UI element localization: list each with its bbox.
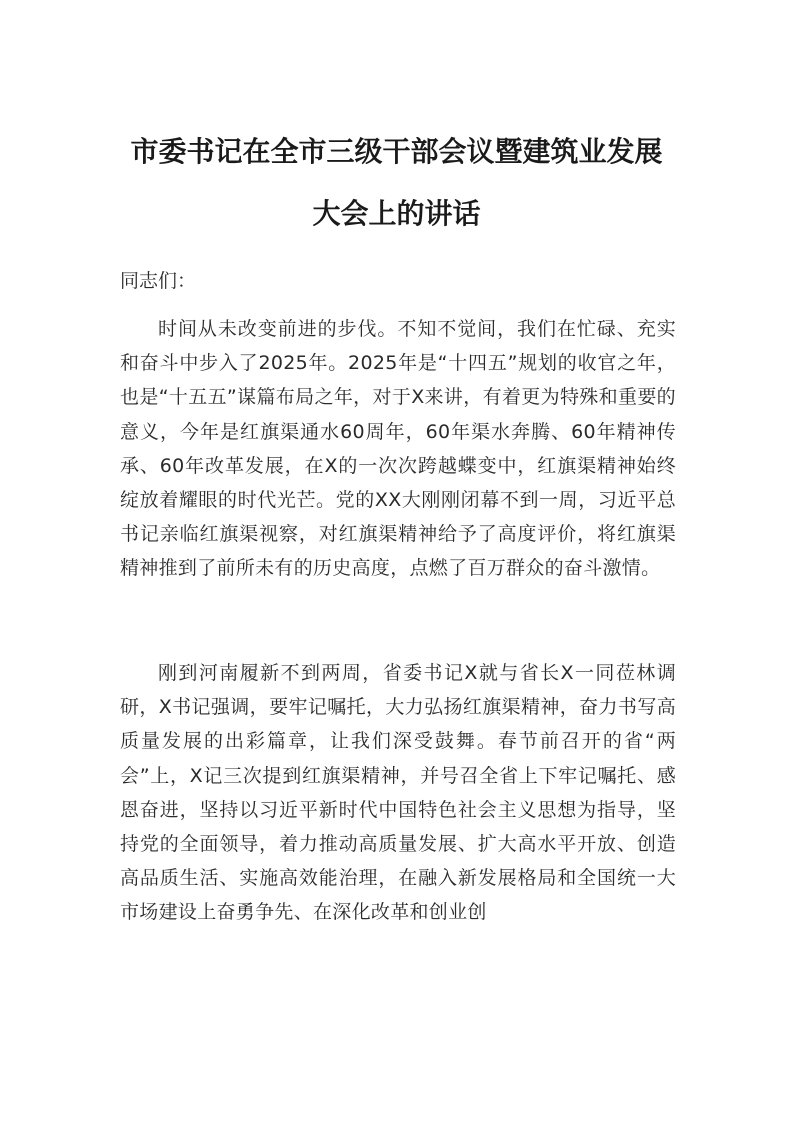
salutation: 同志们： [120, 270, 197, 292]
paragraph-text: 时间从未改变前进的步伐。不知不觉间，我们在忙碌、充实和奋斗中步入了2025年。2025年是“十四五”规划的收官之年，也是“十五五”谋篇布局之年，对于X来讲，有着更为特殊和重要的意义，今年是红旗渠通水60周年，60年渠水奔腾、60年精神传承、60年改革发展，在X的一次次跨越蝶变中，红旗渠精神始终绽放着耀眼的时代光芒。党的XX大刚刚闭幕不到一周，习近平总书记亲临红旗渠视察，对红旗渠精神给予了高度评价，将红旗渠精神推到了前所未有的历史高度，点燃了百万群众的奋斗激情。 [120, 318, 676, 580]
paragraph-text: 刚到河南履新不到两周，省委书记X就与省长X一同莅林调研，X书记强调，要牢记嘱托，大力弘扬红旗渠精神，奋力书写高质量发展的出彩篇章，让我们深受鼓舞。春节前召开的省“两会”上，X记三次提到红旗渠精神，并号召全省上下牢记嘱托、感恩奋进，坚持以习近平新时代中国特色社会主义思想为指导，坚持党的全面领导，着力推动高质量发展、扩大高水平开放、创造高品质生活、实施高效能治理，在融入新发展格局和全国统一大市场建设上奋勇争先、在深化改革和创业创 [120, 662, 676, 924]
body-paragraph-2 [120, 656, 676, 930]
document-title-line-2: 大会上的讲话 [312, 197, 481, 230]
document-title-line-1: 市委书记在全市三级干部会议暨建筑业发展 [130, 135, 663, 168]
body-paragraph-1 [120, 312, 676, 586]
